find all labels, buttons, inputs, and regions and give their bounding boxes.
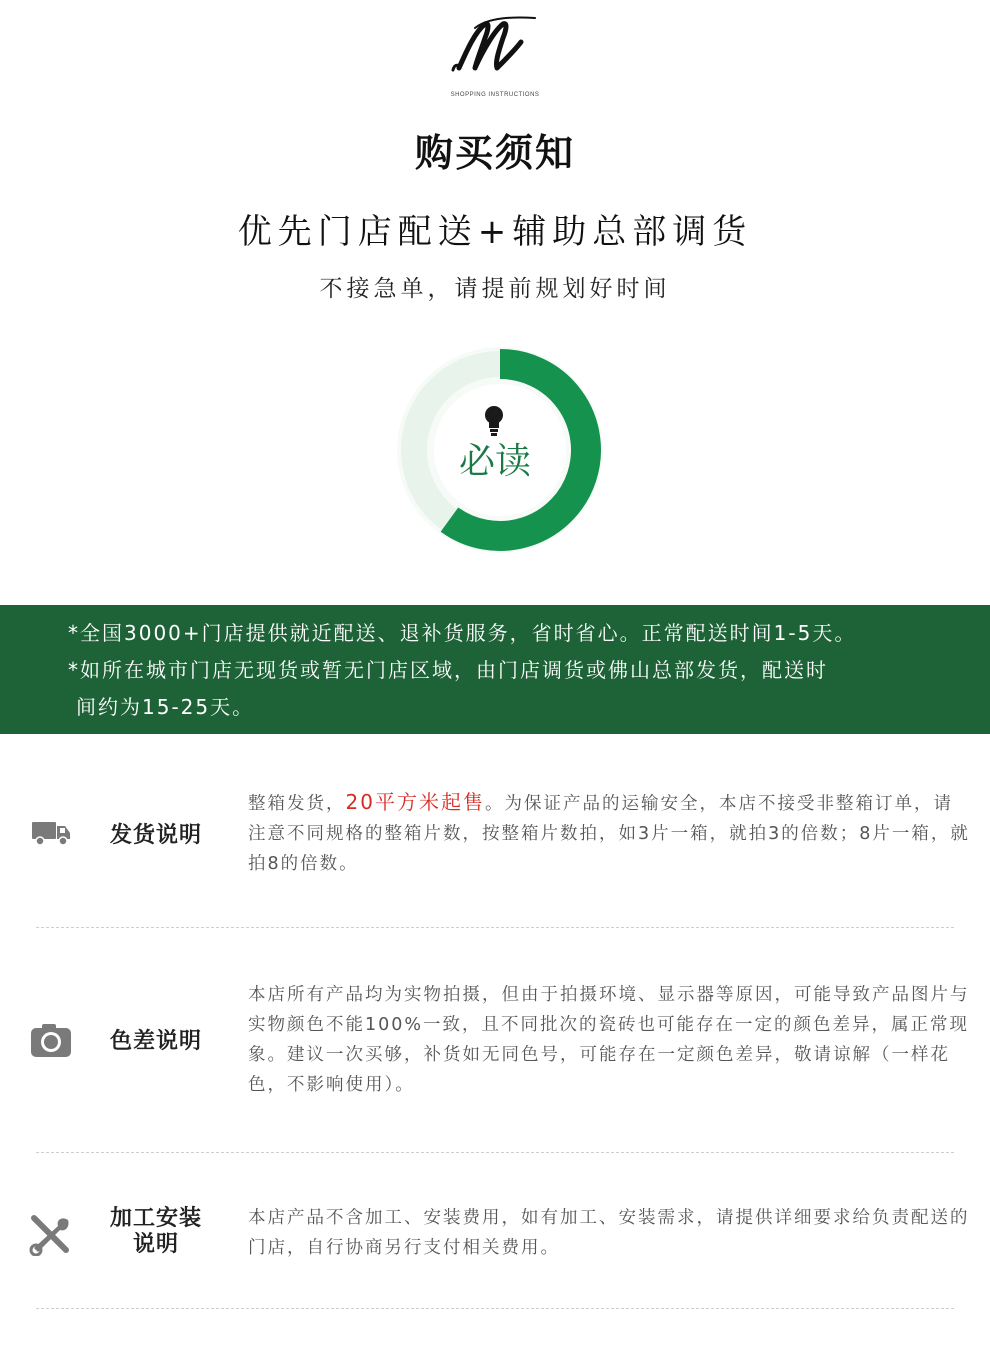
shipping-body-prefix: 整箱发货， <box>248 794 346 814</box>
divider <box>36 1152 954 1153</box>
header <box>0 0 990 110</box>
divider <box>36 1308 954 1309</box>
camera-icon <box>30 1022 72 1058</box>
banner-line: 间约为15-25天。 <box>76 695 255 719</box>
shipping-body-rest: 。为保证产品的运输安全，本店不接受非整箱订单，请注意不同规格的整箱片数，按整箱片数拍，如3片一箱，就拍3的倍数；8片一箱，就拍8的倍数。 <box>248 794 970 874</box>
install-title-line: 说明 <box>132 1232 179 1257</box>
truck-icon <box>30 816 72 848</box>
divider <box>36 927 954 928</box>
install-title-line: 加工安装 <box>109 1206 202 1231</box>
shipping-body <box>248 787 970 879</box>
shipping-title: 发货说明 <box>109 823 202 848</box>
logo-subtitle: SHOPPING INSTRUCTIONS <box>450 92 540 98</box>
page-title: 购买须知 <box>414 131 575 175</box>
must-read-badge <box>395 345 605 555</box>
color-diff-title: 色差说明 <box>109 1029 202 1054</box>
install-body: 本店产品不含加工、安装费用，如有加工、安装需求，请提供详细要求给负责配送的门店，自行协商另行支付相关费用。 <box>248 1208 970 1258</box>
delivery-banner <box>0 605 990 734</box>
tagline: 不接急单，请提前规划好时间 <box>319 276 671 302</box>
banner-line: *如所在城市门店无现货或暂无门店区域，由门店调货或佛山总部发货，配送时 <box>68 658 828 682</box>
install-title <box>100 1206 212 1258</box>
tools-icon <box>28 1214 72 1256</box>
page-subtitle: 优先门店配送+辅助总部调货 <box>237 212 753 252</box>
shipping-highlight: 20平方米起售 <box>345 790 485 814</box>
must-read-label: 必读 <box>458 441 532 482</box>
banner-line: *全国3000+门店提供就近配送、退补货服务，省时省心。正常配送时间1-5天。 <box>68 621 857 645</box>
color-diff-body: 本店所有产品均为实物拍摄，但由于拍摄环境、显示器等原因，可能导致产品图片与实物颜色不能100%一致，且不同批次的瓷砖也可能存在一定的颜色差异，属正常现象。建议一次买够，补货如无同色号，可能存在一定颜色差异，敬请谅解（一样花色，不影响使用）。 <box>248 985 970 1095</box>
brand-logo <box>445 10 545 80</box>
